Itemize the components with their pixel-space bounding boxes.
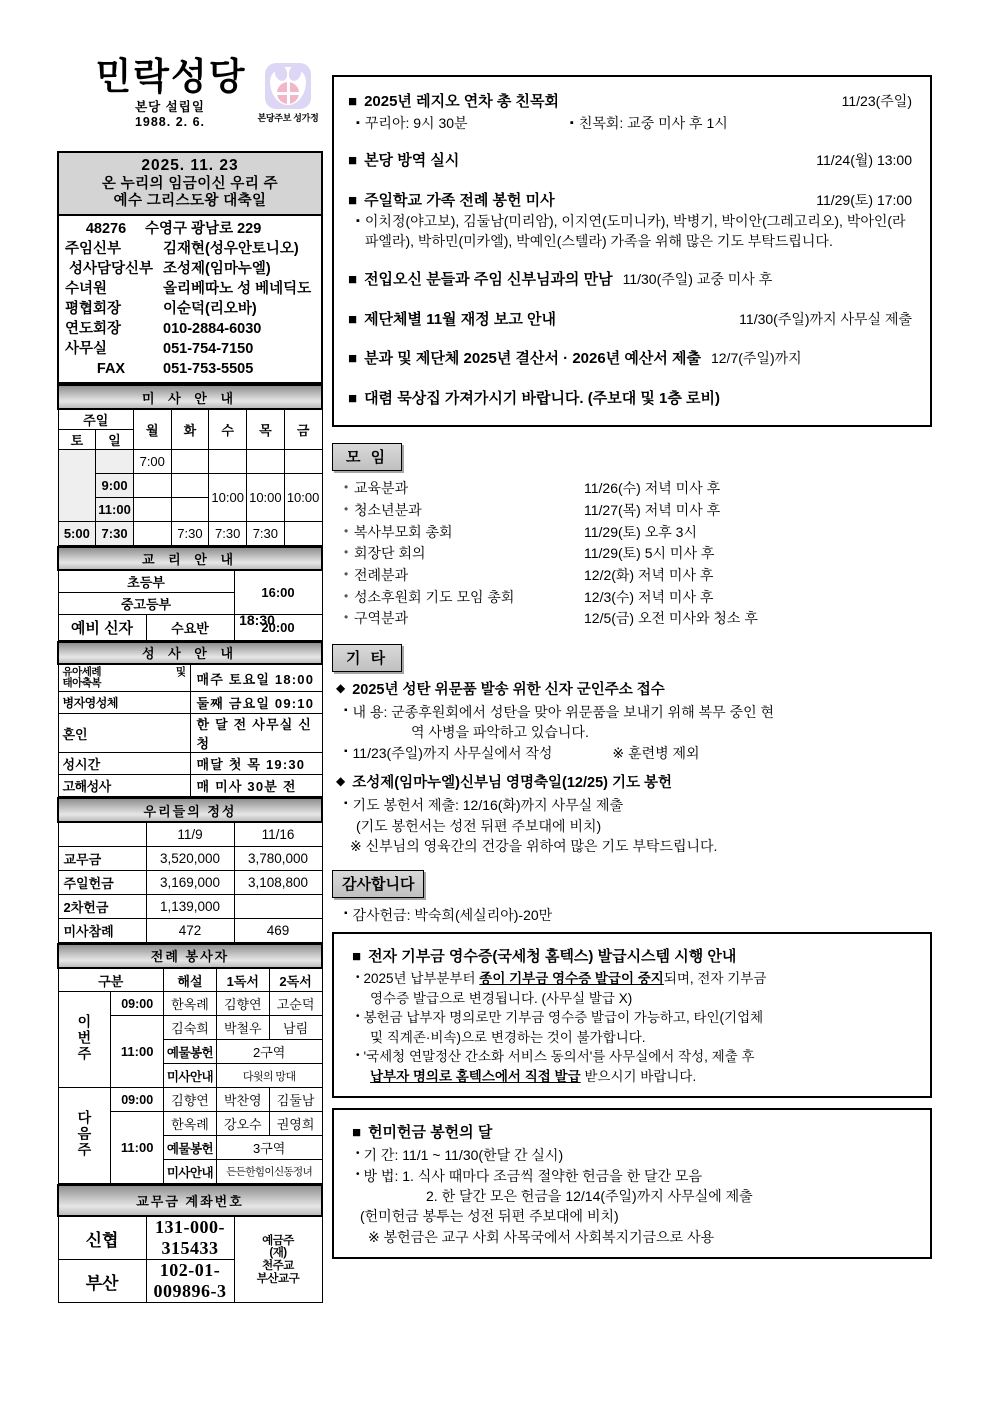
rice-method: 방 법: 1. 식사 때마다 조금씩 절약한 헌금을 한 달간 모음 bbox=[363, 1167, 702, 1184]
contact-label: 연도회장 bbox=[65, 321, 122, 338]
offering-col-date2: 11/16 bbox=[234, 822, 322, 846]
rice-note-2: ※ 봉헌금은 교구 사회 사목국에서 사회복지기금으로 사용 bbox=[368, 1228, 715, 1245]
volunteers-next-1100-commentator: 한옥례 bbox=[164, 1112, 217, 1136]
volunteers-table bbox=[57, 943, 323, 1185]
spacer bbox=[336, 763, 932, 772]
mass-cell-sat-am bbox=[58, 450, 96, 522]
mass-sunday-group-header: 주일 bbox=[58, 409, 133, 430]
small-square-bullet-icon: ▪ bbox=[356, 215, 360, 228]
etc-item-header bbox=[336, 772, 932, 795]
etc-item-header bbox=[336, 679, 932, 702]
thanks-row bbox=[332, 905, 932, 926]
sacrament-label-line2: 태아축복 bbox=[62, 677, 102, 690]
dot-bullet-icon: • bbox=[356, 1168, 360, 1180]
logo-caption: 본당주보 성가정 bbox=[257, 113, 319, 123]
spacer bbox=[348, 374, 916, 388]
contact-label: 수녀원 bbox=[65, 281, 108, 298]
contact-value: 051-754-7150 bbox=[163, 341, 254, 358]
volunteers-next-0900: 09:00 bbox=[111, 1088, 164, 1112]
contact-label: FAX bbox=[96, 361, 126, 378]
etc-sub-continuation: 역 사병을 파악하고 있습니다. bbox=[411, 724, 589, 741]
mass-cell-sat-pm: 5:00 bbox=[58, 522, 96, 546]
volunteers-header-reading1: 1독서 bbox=[216, 968, 269, 992]
small-square-bullet-icon: ▪ bbox=[569, 116, 574, 129]
mass-cell-mon-1 bbox=[133, 474, 171, 498]
meeting-when: 12/3(수) 저녁 미사 후 bbox=[584, 588, 714, 605]
thanks-text: 감사헌금: 박숙희(세실리아)-20만 bbox=[352, 907, 553, 924]
meeting-name: 복사부모회 총회 bbox=[354, 523, 453, 540]
mass-col-thu: 목 bbox=[247, 409, 285, 450]
sacrament-label-line1: 유아세례 및 bbox=[62, 666, 186, 679]
small-square-bullet-icon: ▪ bbox=[356, 116, 360, 129]
volunteers-next-0900-reading2: 김둘남 bbox=[269, 1088, 322, 1112]
etc-section bbox=[332, 644, 932, 856]
receipt-line2-cont: 및 직계존·비속)으로 변경하는 것이 불가합니다. bbox=[370, 1029, 646, 1045]
announcement-header bbox=[348, 190, 916, 213]
announcement-sub-row bbox=[348, 212, 916, 252]
mass-cell-mon-2 bbox=[133, 498, 171, 522]
parish-logo bbox=[255, 63, 321, 124]
contact-value: 이순덕(리오바) bbox=[163, 301, 257, 318]
offering-sunday-2: 3,108,800 bbox=[234, 870, 322, 894]
volunteers-this-offering-label: 예물봉헌 bbox=[164, 1040, 217, 1064]
announcement-header bbox=[348, 388, 916, 411]
mass-cell-tue-2 bbox=[171, 498, 209, 522]
meeting-row bbox=[344, 608, 932, 630]
receipt-line1b: 종이 기부금 영수증 발급이 중지 bbox=[479, 971, 664, 987]
mass-cell-wed-1: 10:00 bbox=[209, 474, 247, 522]
receipt-line1a: 2025년 납부분부터 bbox=[363, 971, 480, 987]
announcement-when: 11/30(주일)까지 사무실 제출 bbox=[739, 310, 912, 327]
square-bullet-icon: ■ bbox=[348, 310, 358, 328]
etc-sub-row bbox=[336, 795, 932, 815]
meetings-tag: 모 임 bbox=[332, 443, 402, 471]
mass-cell-mon-3 bbox=[133, 522, 171, 546]
sacrament-label-confession: 고해성사 bbox=[58, 775, 190, 797]
etc-list bbox=[332, 679, 932, 856]
rice-box-title: 헌미헌금 봉헌의 달 bbox=[368, 1124, 493, 1142]
volunteers-next-usher-label: 미사안내 bbox=[164, 1160, 217, 1184]
doctrine-catechumen-class: 수요반 bbox=[146, 614, 234, 640]
meeting-row bbox=[344, 587, 932, 609]
doctrine-catechumen-time: 20:00 bbox=[234, 614, 322, 640]
receipt-line3c: 받으시기 바랍니다. bbox=[580, 1068, 697, 1084]
etc-sub-row bbox=[336, 702, 932, 722]
sacrament-value-holyhour: 매달 첫 목 19:30 bbox=[190, 753, 322, 775]
mass-cell-wed-0 bbox=[209, 450, 247, 474]
spacer bbox=[348, 255, 916, 269]
mass-cell-sun-0 bbox=[96, 450, 134, 474]
mass-cell-fri-3 bbox=[284, 522, 322, 546]
feast-line-2: 예수 그리스도왕 대축일 bbox=[113, 193, 267, 210]
bulletin-date: 2025. 11. 23 bbox=[141, 157, 239, 174]
announcement-header bbox=[348, 269, 916, 292]
rice-box-header bbox=[346, 1121, 918, 1145]
offering-second-1: 1,139,000 bbox=[146, 894, 234, 918]
offering-dues-2: 3,780,000 bbox=[234, 846, 322, 870]
etc-item-title: 2025년 성탄 위문품 발송 위한 신자 군인주소 접수 bbox=[352, 681, 665, 698]
offering-attendance-1: 472 bbox=[146, 918, 234, 942]
etc-sub-text: 11/23(주일)까지 사무실에서 작성 bbox=[352, 744, 553, 761]
announcement-sub-text: 이치정(야고보), 김둘남(미리암), 이지연(도미니카), 박병기, 박이안(그레고리오), 박아인(라파엘라), 박하민(미카엘), 박예인(스텔라) 가족을 위해 많은 기도 부탁드립니다. bbox=[364, 213, 906, 250]
dot-bullet-icon: • bbox=[344, 480, 349, 495]
etc-sub-note: ※ 훈련병 제외 bbox=[612, 744, 700, 761]
receipt-line2: 봉헌금 납부자 명의로만 기부금 영수증 발급이 가능하고, 타인(기업체 bbox=[363, 1010, 764, 1026]
volunteers-next-1100-reading2: 권영희 bbox=[269, 1112, 322, 1136]
dot-bullet-icon: • bbox=[356, 1011, 360, 1023]
volunteers-title: 전례 봉사자 bbox=[58, 944, 322, 968]
announcement-when: 11/29(토) 17:00 bbox=[816, 191, 912, 208]
volunteers-next-1100-reading1: 강오수 bbox=[216, 1112, 269, 1136]
volunteers-next-offering-value: 3구역 bbox=[216, 1136, 322, 1160]
square-bullet-icon: ■ bbox=[348, 191, 358, 209]
mass-col-wed: 수 bbox=[209, 409, 247, 450]
volunteers-this-usher-value: 다윗의 망대 bbox=[216, 1064, 322, 1088]
account-number-1: 131-000-315433 bbox=[146, 1216, 234, 1260]
mass-schedule-table bbox=[57, 384, 323, 546]
mass-cell-sun-3: 7:30 bbox=[96, 522, 134, 546]
founded-label: 본당 설립일 bbox=[135, 99, 205, 114]
contact-label: 주임신부 bbox=[65, 241, 122, 258]
receipt-row bbox=[346, 1008, 918, 1028]
receipt-line1c: 되며, 전자 기부금 bbox=[663, 971, 767, 987]
meeting-row bbox=[344, 565, 932, 587]
mass-cell-tue-0 bbox=[171, 450, 209, 474]
right-column bbox=[332, 75, 932, 1259]
doctrine-elem-time: 16:00 bbox=[261, 585, 295, 601]
announcement-sub-row bbox=[348, 114, 916, 134]
volunteers-this-0900-reading2: 고순덕 bbox=[269, 992, 322, 1016]
address-row bbox=[59, 219, 321, 239]
feast-line-1: 온 누리의 임금이신 우리 주 bbox=[101, 176, 279, 193]
sacrament-label-baptism bbox=[58, 664, 190, 692]
offering-sunday-1: 3,169,000 bbox=[146, 870, 234, 894]
receipt-line3-cont bbox=[346, 1067, 918, 1087]
mass-cell-mon-0: 7:00 bbox=[133, 450, 171, 474]
contact-value: 김재현(성우안토니오) bbox=[163, 241, 299, 258]
volunteers-next-offering-label: 예물봉헌 bbox=[164, 1136, 217, 1160]
left-column bbox=[57, 55, 323, 1303]
accounts-title: 교무금 계좌번호 bbox=[58, 1185, 322, 1216]
mass-table-title: 미 사 안 내 bbox=[58, 385, 322, 409]
spacer bbox=[348, 334, 916, 348]
church-name: 민락성당 bbox=[95, 57, 247, 98]
etc-sub-text: 기도 봉헌서 제출: 12/16(화)까지 사무실 제출 bbox=[352, 797, 624, 814]
sacrament-value-confession: 매 미사 30분 전 bbox=[190, 775, 322, 797]
mass-cell-tue-1 bbox=[171, 474, 209, 498]
receipt-box-header bbox=[346, 945, 918, 969]
diamond-bullet-icon: ◆ bbox=[336, 774, 346, 789]
contact-label: 평협회장 bbox=[65, 301, 122, 318]
date-feast-box bbox=[57, 151, 323, 216]
doctrine-middle-time: 18:30 bbox=[239, 612, 275, 628]
volunteers-this-1100: 11:00 bbox=[111, 1016, 164, 1088]
thanks-tag: 감사합니다 bbox=[332, 870, 424, 898]
offering-col-date1: 11/9 bbox=[146, 822, 234, 846]
offering-table bbox=[57, 797, 323, 943]
announcement-item bbox=[348, 190, 916, 252]
owner-line2: (재) bbox=[269, 1247, 287, 1260]
volunteers-this-week-label: 이번주 bbox=[58, 992, 111, 1088]
spacer bbox=[348, 295, 916, 309]
dot-bullet-icon: • bbox=[344, 501, 349, 516]
etc-sub-row bbox=[336, 743, 932, 763]
etc-item-title: 조성제(임마누엘)신부님 영명축일(12/25) 기도 봉헌 bbox=[352, 775, 673, 792]
contact-row-pastor bbox=[59, 239, 321, 259]
meeting-row bbox=[344, 478, 932, 500]
mass-cell-tue-3: 7:30 bbox=[171, 522, 209, 546]
volunteers-this-0900-reading1: 김향연 bbox=[216, 992, 269, 1016]
announcement-title: 제단체별 11월 재정 보고 안내 bbox=[364, 310, 556, 328]
volunteers-this-offering-value: 2구역 bbox=[216, 1040, 322, 1064]
offering-label-sunday: 주일헌금 bbox=[58, 870, 146, 894]
meeting-when: 11/29(토) 5시 미사 후 bbox=[584, 545, 715, 562]
electronic-receipt-box bbox=[332, 932, 932, 1098]
volunteers-this-1100-reading2: 남림 bbox=[269, 1016, 322, 1040]
small-square-bullet-icon: ▪ bbox=[344, 798, 348, 810]
contact-row-office bbox=[59, 339, 321, 359]
meeting-name: 전례분과 bbox=[354, 566, 409, 583]
etc-tag: 기 타 bbox=[332, 644, 402, 672]
sacrament-value-marriage: 한 달 전 사무실 신청 bbox=[190, 714, 322, 753]
receipt-line3: '국세청 연말정산 간소화 서비스 동의서'를 사무실에서 작성, 제출 후 bbox=[363, 1049, 755, 1065]
street-address: 수영구 광남로 229 bbox=[145, 221, 262, 238]
mass-cell-wed-3: 7:30 bbox=[209, 522, 247, 546]
contact-info-box bbox=[57, 216, 323, 384]
doctrine-catechumen-label: 예비 신자 bbox=[58, 614, 146, 640]
contact-value: 조성제(임마누엘) bbox=[163, 261, 271, 278]
thanks-section bbox=[332, 870, 932, 926]
owner-line4: 부산교구 bbox=[256, 1272, 300, 1285]
spacer bbox=[348, 136, 916, 150]
meeting-when: 11/29(토) 오후 3시 bbox=[584, 523, 697, 540]
mass-col-tue: 화 bbox=[171, 409, 209, 450]
square-bullet-icon: ■ bbox=[348, 93, 358, 110]
meeting-name: 회장단 회의 bbox=[354, 545, 426, 562]
contact-value: 올리베따노 성 베네딕도 bbox=[163, 281, 312, 298]
volunteers-this-1100-commentator: 김숙희 bbox=[164, 1016, 217, 1040]
meeting-when: 11/27(목) 저녁 미사 후 bbox=[584, 501, 721, 518]
announcement-title: 본당 방역 실시 bbox=[364, 152, 460, 170]
rice-row bbox=[346, 1166, 918, 1186]
offering-label-dues: 교무금 bbox=[58, 846, 146, 870]
mass-cell-fri-1: 10:00 bbox=[284, 474, 322, 522]
doctrine-mid-label: 중고등부 bbox=[120, 596, 172, 612]
cross-circle-icon bbox=[277, 82, 299, 104]
account-bank-2: 부산 bbox=[58, 1260, 146, 1303]
meeting-row bbox=[344, 522, 932, 544]
contact-row-fax bbox=[59, 359, 321, 379]
receipt-row bbox=[346, 969, 918, 989]
sacrament-label-holyhour: 성시간 bbox=[58, 753, 190, 775]
meetings-list bbox=[332, 478, 932, 630]
mass-cell-fri-0 bbox=[284, 450, 322, 474]
meeting-when: 12/2(화) 저녁 미사 후 bbox=[584, 566, 714, 583]
announcement-header bbox=[348, 91, 916, 114]
sacrament-value-sick: 둘째 금요일 09:10 bbox=[190, 692, 322, 714]
mass-cell-sun-1: 9:00 bbox=[96, 474, 134, 498]
contact-row-sacrament-priest bbox=[59, 259, 321, 279]
rice-method-2: 2. 한 달간 모은 헌금을 12/14(주일)까지 사무실에 제출 bbox=[426, 1188, 753, 1205]
receipt-line3b: 납부자 명의로 홈텍스에서 직접 발급 bbox=[370, 1068, 581, 1084]
square-bullet-icon: ■ bbox=[352, 948, 362, 966]
announcement-sub-b: 친목회: 교중 미사 후 1시 bbox=[578, 114, 728, 131]
masthead bbox=[57, 59, 323, 151]
zip-code: 48276 bbox=[85, 221, 127, 238]
meetings-section bbox=[332, 443, 932, 630]
volunteers-next-0900-commentator: 김향연 bbox=[164, 1088, 217, 1112]
receipt-row bbox=[346, 1047, 918, 1067]
doctrine-title: 교 리 안 내 bbox=[58, 547, 322, 570]
square-bullet-icon: ■ bbox=[348, 350, 358, 368]
account-number-2: 102-01-009896-3 bbox=[146, 1260, 234, 1303]
volunteers-this-1100-reading1: 박철우 bbox=[216, 1016, 269, 1040]
announcement-item bbox=[348, 91, 916, 133]
rice-note-1: (헌미헌금 봉투는 성전 뒤편 주보대에 비치) bbox=[360, 1208, 619, 1225]
mass-col-sun: 일 bbox=[96, 430, 134, 450]
rice-period: 기 간: 11/1 ~ 11/30(한달 간 실시) bbox=[363, 1147, 564, 1164]
meeting-name: 성소후원회 기도 모임 총회 bbox=[354, 588, 515, 605]
diamond-bullet-icon: ◆ bbox=[336, 680, 346, 695]
accounts-table bbox=[57, 1184, 323, 1303]
volunteers-next-week-label: 다음주 bbox=[58, 1088, 111, 1184]
mass-col-sat: 토 bbox=[58, 430, 96, 450]
volunteers-this-0900-commentator: 한옥례 bbox=[164, 992, 217, 1016]
founded-date: 1988. 2. 6. bbox=[134, 115, 206, 130]
dove-logo-icon bbox=[265, 63, 311, 109]
square-bullet-icon: ■ bbox=[352, 1124, 362, 1142]
mass-cell-sun-2: 11:00 bbox=[96, 498, 134, 522]
meeting-name: 청소년분과 bbox=[354, 501, 422, 518]
small-square-bullet-icon: ▪ bbox=[344, 705, 348, 717]
offering-attendance-2: 469 bbox=[234, 918, 322, 942]
meeting-name: 교육분과 bbox=[354, 480, 409, 497]
announcement-item bbox=[348, 269, 916, 292]
announcement-when: 11/24(월) 13:00 bbox=[816, 152, 912, 169]
receipt-line1-cont: 영수증 발급으로 변경됩니다. (사무실 발급 X) bbox=[370, 990, 633, 1006]
announcement-item bbox=[348, 348, 916, 371]
announcement-when: 11/23(주일) bbox=[841, 93, 912, 109]
account-owner bbox=[234, 1216, 322, 1303]
receipt-box-title: 전자 기부금 영수증(국세청 홈텍스) 발급시스템 시행 안내 bbox=[368, 948, 737, 966]
contact-value: 051-753-5505 bbox=[163, 361, 254, 378]
announcement-header bbox=[348, 348, 916, 371]
contact-row-yeondo-head bbox=[59, 319, 321, 339]
account-bank-1: 신협 bbox=[58, 1216, 146, 1260]
dot-bullet-icon: • bbox=[344, 523, 349, 538]
announcement-when: 11/30(주일) 교중 미사 후 bbox=[622, 271, 773, 288]
dot-bullet-icon: • bbox=[344, 588, 349, 603]
sacrament-table bbox=[57, 641, 323, 798]
announcement-sub-a: 꾸리아: 9시 30분 bbox=[364, 114, 468, 131]
contact-label: 사무실 bbox=[65, 341, 108, 358]
announcement-title: 2025년 레지오 연차 총 친목회 bbox=[364, 93, 560, 110]
offering-dues-1: 3,520,000 bbox=[146, 846, 234, 870]
rice-row bbox=[346, 1145, 918, 1165]
etc-sub-continuation: (기도 봉헌서는 성전 뒤편 주보대에 비치) bbox=[356, 817, 602, 834]
mass-col-mon: 월 bbox=[133, 409, 171, 450]
owner-line3: 천주교 bbox=[262, 1259, 294, 1272]
mass-col-fri: 금 bbox=[284, 409, 322, 450]
meeting-when: 11/26(수) 저녁 미사 후 bbox=[584, 480, 721, 497]
volunteers-next-usher-value: 든든한힘이신동정녀 bbox=[216, 1160, 322, 1184]
announcement-title: 분과 및 제단체 2025년 결산서 · 2026년 예산서 제출 bbox=[364, 350, 701, 368]
etc-sub-text: 내 용: 군종후원회에서 성탄을 맞아 위문품을 보내기 위해 복무 중인 현 bbox=[352, 704, 775, 721]
sacrament-value-baptism: 매주 토요일 18:00 bbox=[190, 664, 322, 692]
announcements-box bbox=[332, 75, 932, 427]
etc-note: ※ 신부님의 영육간의 건강을 위하여 많은 기도 부탁드립니다. bbox=[350, 837, 718, 854]
announcement-item bbox=[348, 388, 916, 411]
contact-row-convent bbox=[59, 279, 321, 299]
rice-offering-box bbox=[332, 1108, 932, 1258]
small-square-bullet-icon: ▪ bbox=[344, 745, 348, 757]
offering-col-blank bbox=[58, 822, 146, 846]
doctrine-elem-label: 초등부 bbox=[127, 575, 165, 591]
announcement-header bbox=[348, 150, 916, 173]
dot-bullet-icon: • bbox=[344, 610, 349, 625]
offering-label-attendance: 미사참례 bbox=[58, 918, 146, 942]
sacrament-title: 성 사 안 내 bbox=[58, 642, 322, 664]
announcement-when: 12/7(주일)까지 bbox=[710, 350, 802, 367]
square-bullet-icon: ■ bbox=[348, 152, 358, 170]
volunteers-this-usher-label: 미사안내 bbox=[164, 1064, 217, 1088]
spacer bbox=[348, 176, 916, 190]
announcement-header bbox=[348, 309, 916, 332]
offering-second-2 bbox=[234, 894, 322, 918]
meeting-row bbox=[344, 543, 932, 565]
square-bullet-icon: ■ bbox=[348, 271, 358, 289]
contact-row-council-head bbox=[59, 299, 321, 319]
mass-cell-thu-1: 10:00 bbox=[247, 474, 285, 522]
volunteers-header-commentator: 해설 bbox=[164, 968, 217, 992]
meeting-name: 구역분과 bbox=[354, 610, 409, 627]
dot-bullet-icon: • bbox=[344, 545, 349, 560]
small-square-bullet-icon: ▪ bbox=[344, 908, 348, 920]
sacrament-label-marriage: 혼인 bbox=[58, 714, 190, 753]
contact-value: 010-2884-6030 bbox=[163, 321, 262, 338]
offering-title: 우리들의 정성 bbox=[58, 798, 322, 822]
announcement-item bbox=[348, 150, 916, 173]
dot-bullet-icon: • bbox=[344, 566, 349, 581]
volunteers-next-0900-reading1: 박찬영 bbox=[216, 1088, 269, 1112]
announcement-title: 전입오신 분들과 주임 신부님과의 만남 bbox=[364, 271, 613, 289]
volunteers-header-reading2: 2독서 bbox=[269, 968, 322, 992]
announcement-item bbox=[348, 309, 916, 332]
owner-line1: 예금주 bbox=[262, 1234, 294, 1247]
volunteers-next-1100: 11:00 bbox=[111, 1112, 164, 1184]
mass-cell-thu-0 bbox=[247, 450, 285, 474]
meeting-row bbox=[344, 500, 932, 522]
dot-bullet-icon: • bbox=[356, 972, 360, 984]
dot-bullet-icon: • bbox=[356, 1148, 360, 1160]
announcement-title: 주일학교 가족 전례 봉헌 미사 bbox=[364, 191, 555, 209]
meeting-when: 12/5(금) 오전 미사와 청소 후 bbox=[584, 610, 758, 627]
contact-label: 성사담당신부 bbox=[68, 261, 154, 278]
sacrament-label-sick: 병자영성체 bbox=[58, 692, 190, 714]
mass-cell-thu-3: 7:30 bbox=[247, 522, 285, 546]
volunteers-header-group: 구분 bbox=[58, 968, 164, 992]
dot-bullet-icon: • bbox=[356, 1050, 360, 1062]
square-bullet-icon: ■ bbox=[348, 389, 358, 407]
offering-label-second: 2차헌금 bbox=[58, 894, 146, 918]
announcement-title: 대렴 묵상집 가져가시기 바랍니다. (주보대 및 1층 로비) bbox=[364, 389, 721, 407]
volunteers-this-0900: 09:00 bbox=[111, 992, 164, 1016]
